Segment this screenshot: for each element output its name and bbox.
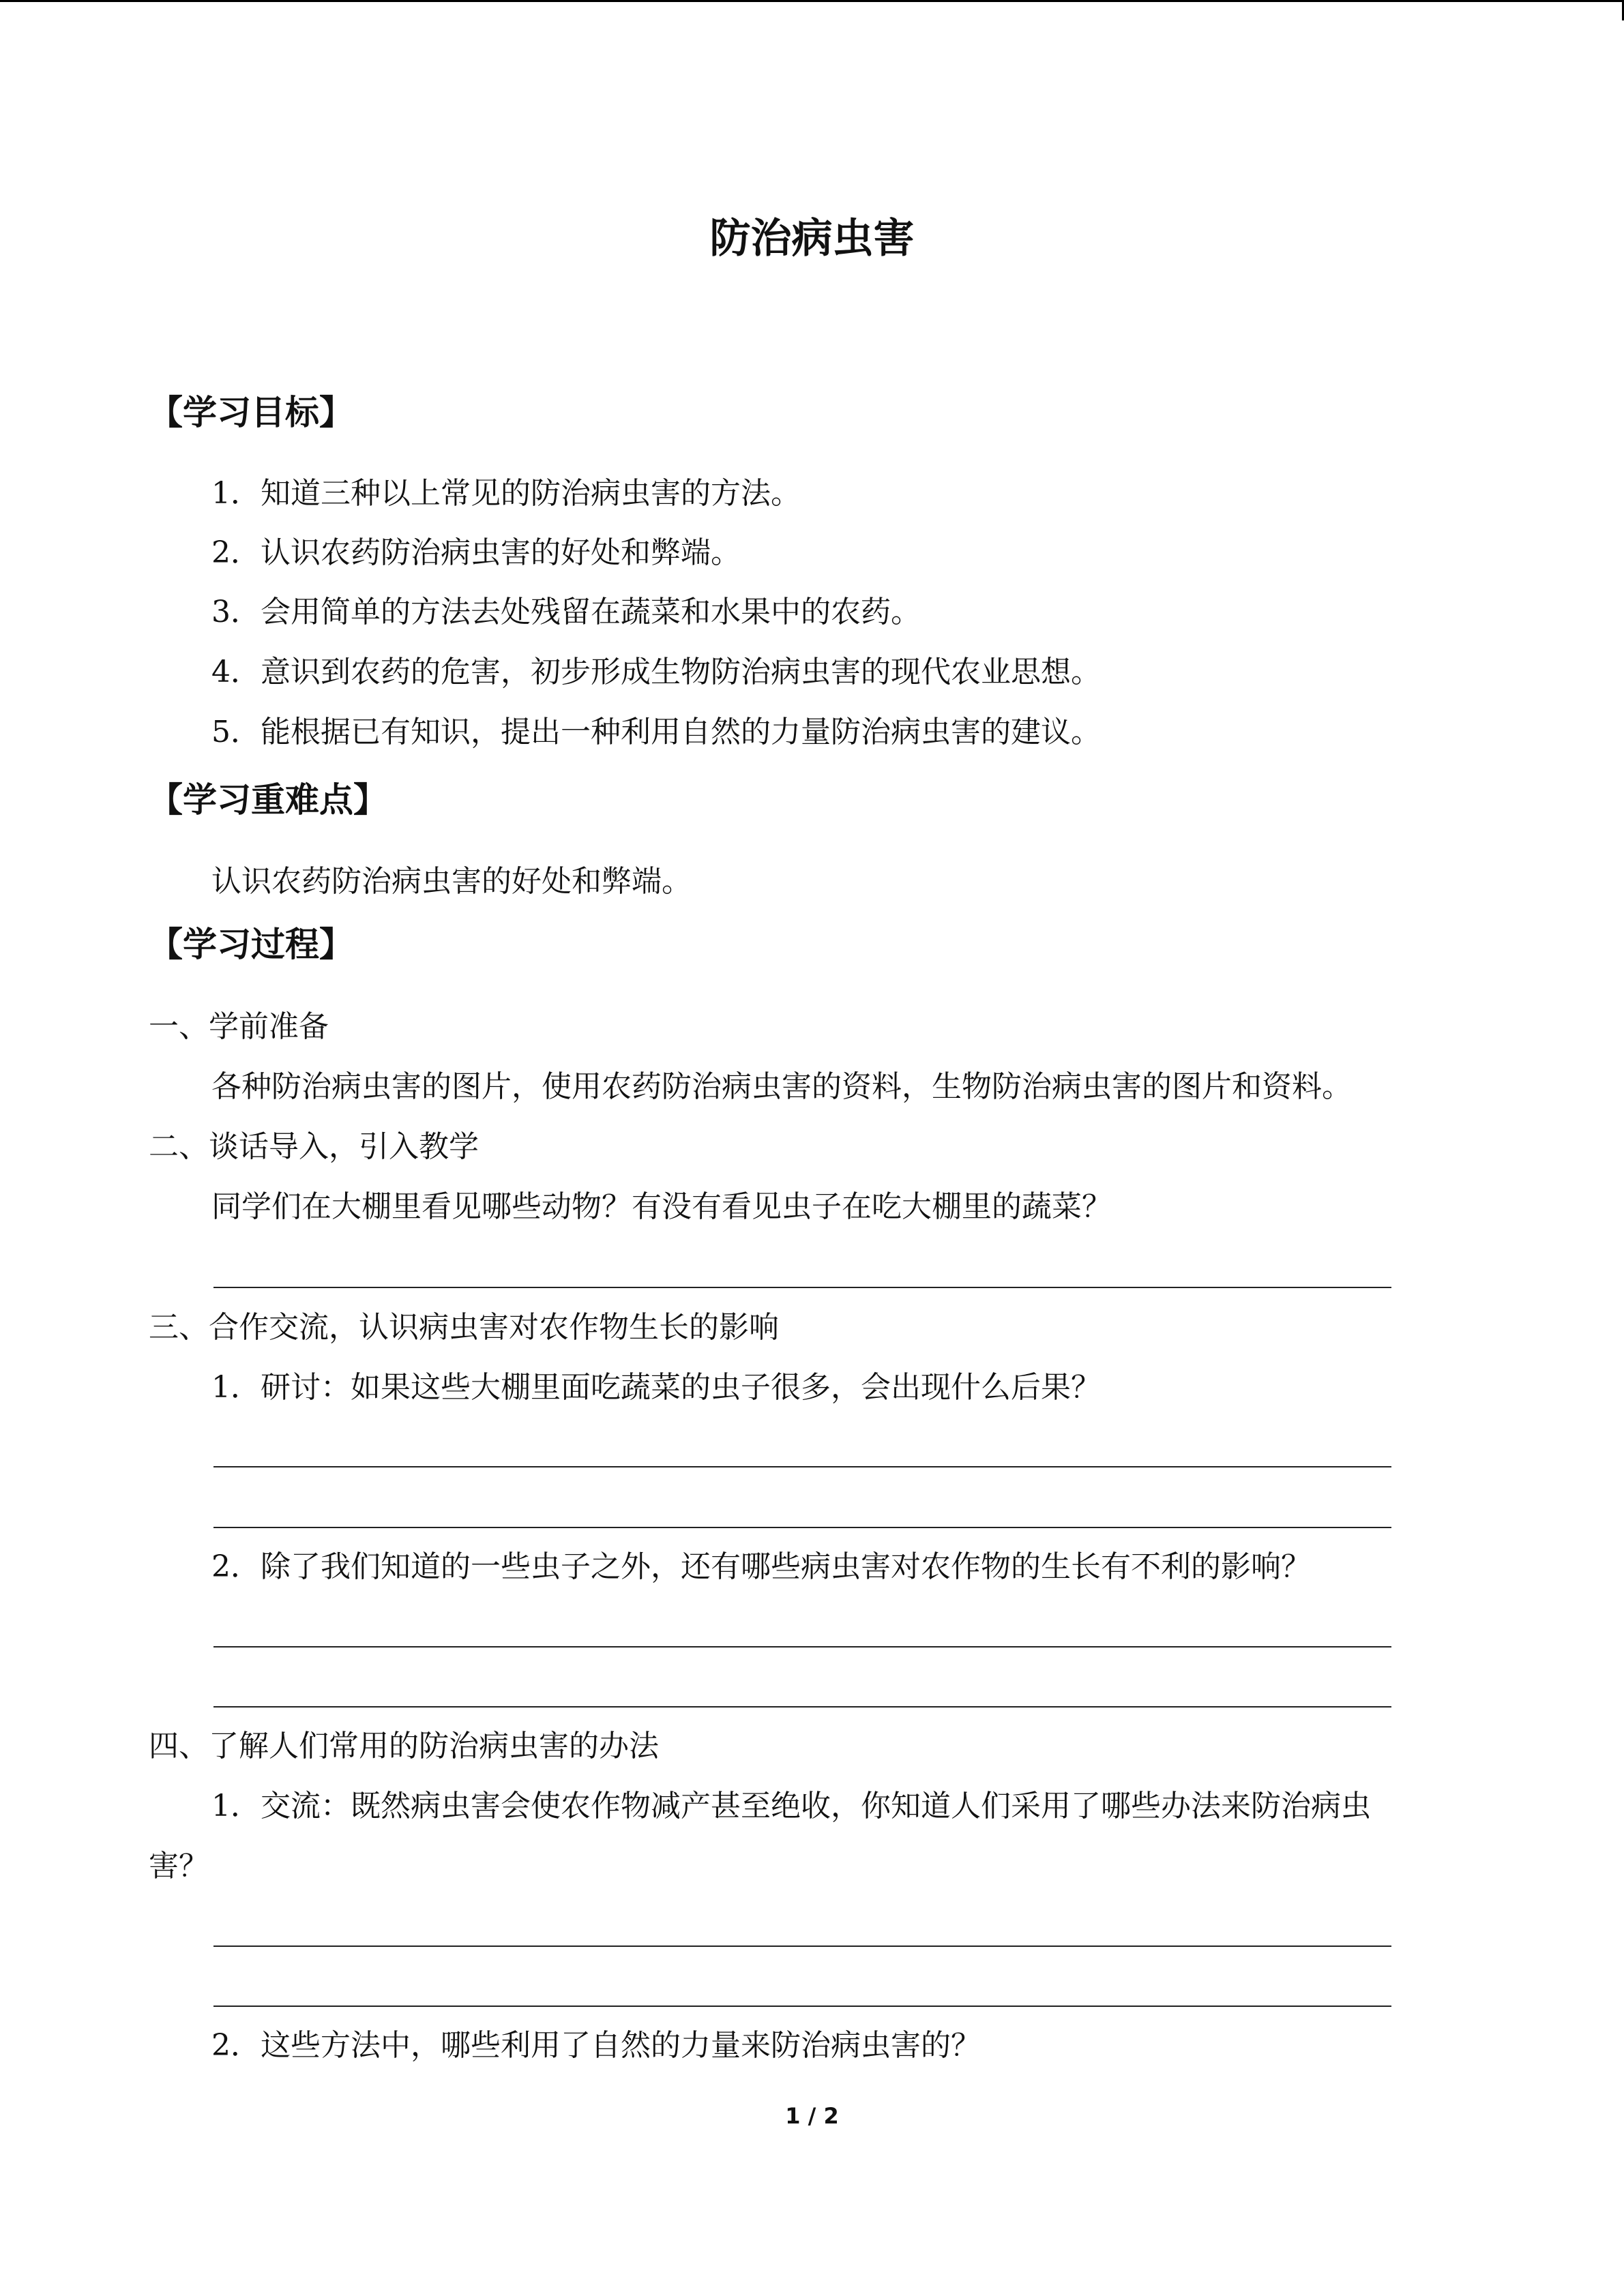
objective-item: 4．意识到农药的危害，初步形成生物防治病虫害的现代农业思想。 bbox=[211, 655, 1101, 689]
answer-line[interactable] bbox=[213, 1466, 1391, 1467]
objective-item: 2．认识农药防治病虫害的好处和弊端。 bbox=[211, 535, 741, 570]
part4-question-1: 1．交流：既然病虫害会使农作物减产甚至绝收，你知道人们采用了哪些办法来防治病虫 bbox=[211, 1789, 1371, 1823]
key-points-text: 认识农药防治病虫害的好处和弊端。 bbox=[211, 864, 692, 899]
page-number: 1 / 2 bbox=[785, 2103, 839, 2129]
key-points-heading: 【学习重难点】 bbox=[149, 780, 387, 820]
page-title: 防治病虫害 bbox=[709, 215, 915, 263]
answer-line[interactable] bbox=[213, 1706, 1391, 1708]
objective-item: 3．会用简单的方法去处残留在蔬菜和水果中的农药。 bbox=[211, 595, 921, 629]
answer-line[interactable] bbox=[213, 2006, 1391, 2007]
objective-item: 5．能根据已有知识，提出一种利用自然的力量防治病虫害的建议。 bbox=[211, 715, 1101, 749]
part3-question-1: 1．研讨：如果这些大棚里面吃蔬菜的虫子很多，会出现什么后果？ bbox=[211, 1370, 1101, 1405]
part2-title: 二、谈话导入，引入教学 bbox=[149, 1129, 479, 1164]
part4-question-1-cont: 害？ bbox=[149, 1849, 209, 1883]
answer-line[interactable] bbox=[213, 1646, 1391, 1648]
answer-line[interactable] bbox=[213, 1945, 1391, 1947]
part1-title: 一、学前准备 bbox=[149, 1009, 329, 1044]
objectives-heading: 【学习目标】 bbox=[149, 393, 353, 432]
part4-question-2: 2．这些方法中，哪些利用了自然的力量来防治病虫害的？ bbox=[211, 2028, 981, 2063]
part3-question-2: 2．除了我们知道的一些虫子之外，还有哪些病虫害对农作物的生长有不利的影响？ bbox=[211, 1549, 1311, 1584]
objective-item: 1．知道三种以上常见的防治病虫害的方法。 bbox=[211, 476, 801, 511]
answer-line[interactable] bbox=[213, 1527, 1391, 1528]
answer-line[interactable] bbox=[213, 1287, 1391, 1288]
process-heading: 【学习过程】 bbox=[149, 925, 353, 964]
part3-title: 三、合作交流，认识病虫害对农作物生长的影响 bbox=[149, 1310, 779, 1345]
top-border bbox=[0, 0, 1624, 2]
part1-text: 各种防治病虫害的图片，使用农药防治病虫害的资料，生物防治病虫害的图片和资料。 bbox=[211, 1069, 1352, 1104]
part4-title: 四、了解人们常用的防治病虫害的办法 bbox=[149, 1729, 659, 1763]
part2-text: 同学们在大棚里看见哪些动物？有没有看见虫子在吃大棚里的蔬菜？ bbox=[211, 1189, 1112, 1224]
